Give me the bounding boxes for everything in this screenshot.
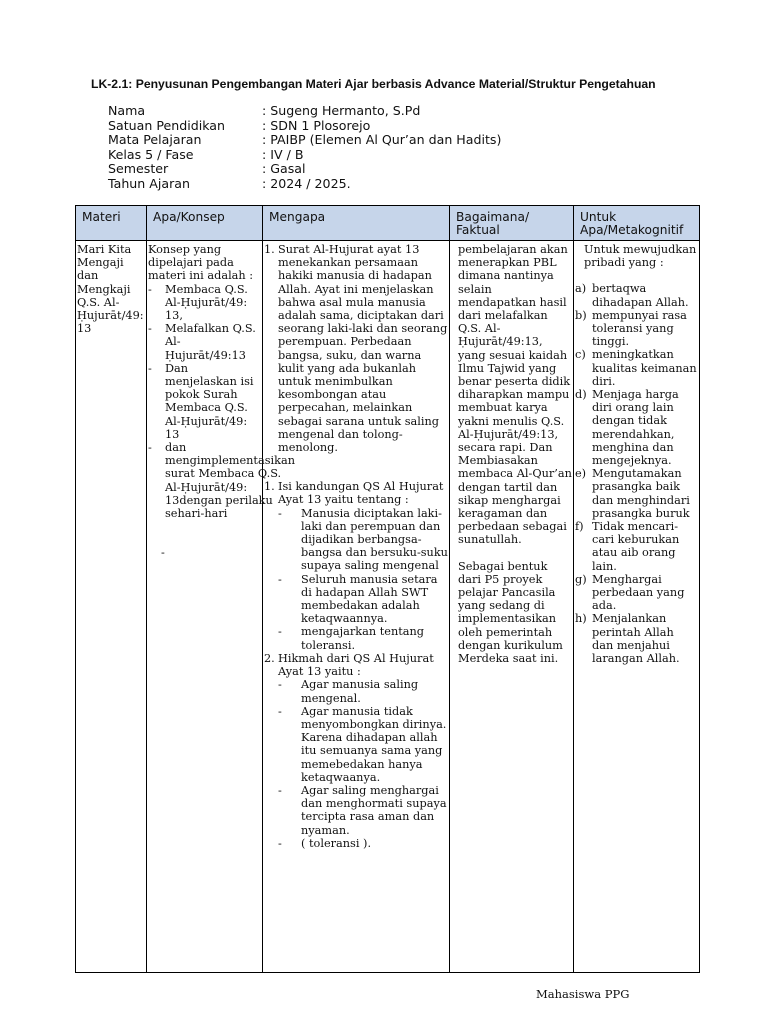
number-mark: 2. [264, 651, 275, 665]
list-letter: h) [575, 612, 587, 626]
bullet-mark: - [148, 441, 152, 455]
list-item [148, 441, 295, 521]
list-letter: a) [575, 282, 587, 296]
list-item [264, 784, 448, 837]
numbered-paragraph [264, 652, 448, 678]
list-item-text: Tidak mencari-cari keburukan atau aib orang lain. [592, 520, 680, 573]
bullet-mark: - [278, 783, 282, 797]
identity-block [108, 104, 501, 192]
paragraph-text: pembelajaran akan menerapkan PBL dimana nantinya selain mendapatkan hasil dari melafalkan Q.S. Al-Ḥujurāt/49:13, yang sesuai kaidah Ilmu Tajwid yang benar peserta didik diharapkan mampu membuat karya yakni menulis Q.S. Al-Ḥujurāt/49:13, secara rapi. Dan Membiasakan membaca Al-Qur’an dengan tartil dan sikap menghargai keragaman dan perbedaan sebagai sunatullah. [458, 243, 572, 547]
list-item [264, 507, 448, 573]
document-title: LK-2.1: Penyusunan Pengembangan Materi Ajar berbasis Advance Material/Struktur Pengetahuan [91, 77, 656, 91]
bullet-mark: - [148, 361, 152, 375]
cell-materi [76, 241, 147, 973]
cell-apa-konsep [147, 241, 295, 973]
list-item-text: Menjalankan perintah Allah dan menjahui larangan Allah. [592, 612, 680, 666]
numbered-paragraph [264, 243, 448, 454]
list-letter: e) [575, 467, 587, 481]
list-item [148, 362, 261, 441]
number-mark: 1. [264, 243, 275, 256]
list-letter: f) [575, 520, 584, 534]
info-row-mapel [108, 133, 501, 148]
cell-untuk-apa [574, 241, 700, 973]
konsep-intro: Konsep yang dipelajari pada materi ini adalah : [148, 243, 254, 283]
list-item [575, 612, 698, 665]
paragraph-text: Hikmah dari QS Al Hujurat Ayat 13 yaitu : [278, 651, 434, 679]
list-item-text: Menjaga harga diri orang lain dengan tidak merendahkan, menghina dan mengejeknya. [592, 388, 679, 468]
info-value: : Gasal [262, 161, 306, 177]
list-item-text: Melafalkan Q.S. Al-Ḥujurāt/49:13 [165, 322, 256, 362]
list-item [264, 678, 448, 704]
list-item [575, 282, 698, 308]
list-item-text: meningkatkan kualitas keimanan diri. [592, 348, 697, 388]
bullet-mark: - [148, 322, 152, 336]
list-item-text: Seluruh manusia setara di hadapan Allah SWT membedakan adalah ketaqwaannya. [301, 572, 438, 626]
list-item [575, 309, 698, 349]
paragraph-text: Surat Al-Hujurat ayat 13 menekankan persamaan hakiki manusia di hadapan Allah. Ayat ini menjelaskan bahwa asal mula manusia adalah sama, diciptakan dari seorang laki-laki dan seorang perempuan. Perbedaan bangsa, suku, dan warna kulit yang ada bukanlah untuk menimbulkan kesombongan atau perpecahan, melainkan sebagai sarana untuk saling mengenal dan tolong-menolong. [278, 243, 448, 455]
table-header-row [76, 206, 700, 241]
list-item-text: Agar manusia tidak menyombongkan dirinya. Karena dihadapan allah itu semuanya sama yang memebedakan hanya ketaqwaanya. [301, 704, 447, 784]
material-table-container [75, 205, 699, 973]
list-item [148, 322, 261, 362]
bullet-mark: - [278, 572, 282, 586]
list-item [264, 625, 448, 651]
bullet-mark: - [278, 625, 282, 639]
list-item-text: Mengutamakan prasangka baik dan menghindari prasangka buruk [592, 467, 690, 520]
info-value: : PAIBP (Elemen Al Qur’an dan Hadits) [262, 132, 502, 148]
list-item [575, 520, 698, 573]
header-untuk-apa: Untuk Apa/Metakognitif [574, 206, 700, 241]
info-row-tahun [108, 177, 501, 192]
list-item-text: Dan menjelaskan isi pokok Surah Membaca Q.S. Al-Ḥujurāt/49: 13 [165, 361, 254, 441]
paragraph-text: Sebagai bentuk dari P5 proyek pelajar Pancasila yang sedang di implementasikan oleh pemerintah dengan kurikulum Merdeka saat ini. [458, 559, 563, 666]
material-table [75, 205, 700, 973]
list-letter: b) [575, 308, 587, 322]
list-item [575, 348, 698, 388]
bullet-mark: - [278, 836, 282, 850]
list-item [264, 705, 448, 784]
info-value: : 2024 / 2025. [262, 175, 351, 191]
metakognitif-intro: Untuk mewujudkan pribadi yang : [584, 243, 697, 270]
info-row-satuan [108, 119, 501, 134]
footer-signature: Mahasiswa PPG [536, 987, 630, 1001]
info-label: Kelas 5 / Fase [108, 146, 194, 162]
info-row-semester [108, 162, 501, 177]
cell-mengapa [263, 241, 450, 973]
list-item-text: ( toleransi ). [301, 836, 372, 850]
header-apa-konsep: Apa/Konsep [147, 206, 263, 241]
list-item-text: bertaqwa dihadapan Allah. [592, 282, 689, 309]
list-letter: c) [575, 348, 586, 362]
bullet-mark: - [278, 704, 282, 718]
list-letter: d) [575, 388, 587, 402]
bullet-mark: - [278, 678, 282, 692]
header-mengapa: Mengapa [263, 206, 450, 241]
materi-text: Mari Kita Mengaji dan Mengkaji Q.S. Al-Ḥujurāt/49: 13 [77, 243, 144, 336]
info-label: Nama [108, 103, 146, 118]
info-row-nama [108, 104, 501, 119]
info-label: Satuan Pendidikan [108, 117, 225, 133]
header-materi: Materi [76, 206, 147, 241]
info-label: Mata Pelajaran [108, 132, 202, 148]
list-item [575, 573, 698, 613]
info-label: Semester [108, 161, 169, 177]
list-item-text: Membaca Q.S. Al-Ḥujurāt/49: 13, [165, 282, 248, 323]
info-label: Tahun Ajaran [108, 175, 190, 191]
bullet-mark: - [278, 506, 282, 520]
list-item-text: Manusia diciptakan laki-laki dan perempuan dan dijadikan berbangsa-bangsa dan bersuku-suku supaya saling mengenal [301, 506, 448, 573]
list-item-text: mengajarkan tentang toleransi. [301, 625, 425, 652]
table-row [76, 241, 700, 973]
list-letter: g) [575, 572, 587, 586]
list-item-text: Agar saling menghargai dan menghormati supaya tercipta rasa aman dan nyaman. [301, 783, 447, 837]
info-row-kelas [108, 148, 501, 163]
number-mark: 1. [264, 480, 275, 494]
list-item [575, 388, 698, 467]
paragraph-text: Isi kandungan QS Al Hujurat Ayat 13 yaitu tentang : [278, 480, 444, 507]
list-item [264, 837, 448, 850]
bullet-mark: - [148, 282, 152, 296]
list-item-text: Menghargai perbedaan yang ada. [592, 572, 685, 613]
list-item [148, 546, 261, 559]
info-value: : Sugeng Hermanto, S.Pd [262, 103, 421, 118]
numbered-paragraph [264, 480, 448, 506]
cell-bagaimana [450, 241, 574, 973]
info-value: : SDN 1 Plosorejo [262, 117, 371, 133]
bullet-mark: - [161, 546, 165, 560]
list-item-text: dan mengimplementasikan surat Membaca Q.S. Al-Ḥujurāt/49: 13dengan perilaku sehari-hari [165, 441, 295, 521]
list-item [148, 283, 261, 323]
list-item-text [178, 546, 261, 559]
header-bagaimana: Bagaimana/ Faktual [450, 206, 574, 241]
info-value: : IV / B [262, 146, 304, 162]
list-item [264, 573, 448, 626]
list-item-text: Agar manusia saling mengenal. [301, 678, 419, 705]
list-item-text: mempunyai rasa toleransi yang tinggi. [592, 308, 687, 349]
list-item [575, 467, 698, 520]
